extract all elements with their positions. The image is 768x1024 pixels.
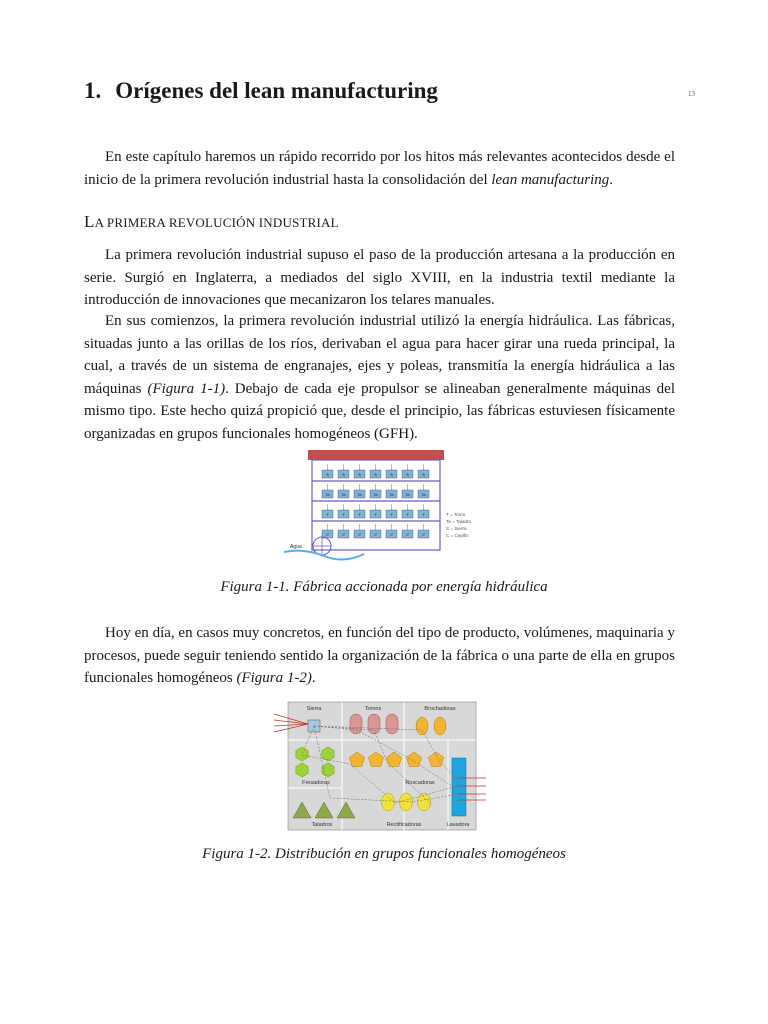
machine-label: Ta xyxy=(357,492,362,497)
machine-label: T xyxy=(390,512,393,517)
machine-label: C xyxy=(406,532,409,537)
figure-2-reference: (Figura 1-2) xyxy=(236,670,312,686)
machine-label: T xyxy=(358,512,361,517)
area-label-taladros: Taladros xyxy=(311,822,333,828)
machine-label: C xyxy=(390,532,393,537)
machine-label: S xyxy=(406,472,409,477)
machine-label: S xyxy=(358,472,361,477)
paragraph-2-text-b: . Debajo de cada eje propulsor se alineaban generalmente máquinas del mismo tipo. Este hecho quizá propició que, desde el principio, las fábricas estuviesen físicamente organizadas en grupos funcionales homogéneos (GFH). xyxy=(84,380,676,442)
machine-label: T xyxy=(422,512,425,517)
intro-paragraph xyxy=(84,146,675,191)
figure-1-caption: Figura 1-1. Fábrica accionada por energía hidráulica xyxy=(220,579,548,595)
paragraph-1: La primera revolución industrial supuso el paso de la producción artesana a la producción en serie. Surgió en Inglaterra, a mediados del siglo XVIII, en la industria textil mediante la introducción de innovaciones que mecanizaron los telares manuales. xyxy=(84,247,675,308)
machine-label: Ta xyxy=(325,492,330,497)
machine-label: Ta xyxy=(389,492,394,497)
machine-label: Ta xyxy=(341,492,346,497)
area-label-roscadoras: Roscadoras xyxy=(405,780,435,786)
paragraph-3 xyxy=(84,622,675,690)
machine-label: C xyxy=(326,532,329,537)
machine-label: S xyxy=(326,472,329,477)
page-number: 13 xyxy=(688,90,695,98)
machine-label: T xyxy=(326,512,329,517)
chapter-heading xyxy=(84,78,438,104)
water-stream xyxy=(284,551,364,560)
rectificadora-machine xyxy=(382,793,395,811)
paragraph-3-text-b: . xyxy=(311,670,316,686)
machine-label: C xyxy=(422,532,425,537)
brochadora-machine xyxy=(434,717,446,735)
figure-2-caption: Figura 1-2. Distribución en grupos funcionales homogéneos xyxy=(202,846,566,862)
chapter-title: Orígenes del lean manufacturing xyxy=(115,78,438,103)
torno-machine xyxy=(386,714,398,734)
machine-label: C xyxy=(358,532,361,537)
paragraph-2 xyxy=(84,310,675,445)
machine-label: S xyxy=(422,472,425,477)
chapter-number: 1. xyxy=(84,78,102,103)
area-label-brochadoras: Brochadoras xyxy=(424,706,456,712)
area-label-sierra: Sierra xyxy=(306,706,322,712)
machine-label: Ta xyxy=(373,492,378,497)
section-rest: A PRIMERA REVOLUCIÓN INDUSTRIAL xyxy=(94,215,339,230)
water-label: Agua xyxy=(290,544,302,550)
machine-label: C xyxy=(374,532,377,537)
machine-label: S xyxy=(390,472,393,477)
torno-machine xyxy=(368,714,380,734)
machine-label: S xyxy=(342,472,345,477)
section-heading xyxy=(84,212,339,232)
section-initial: L xyxy=(84,212,95,231)
brochadora-machine xyxy=(416,717,428,735)
machine-label: C xyxy=(342,532,345,537)
factory-roof xyxy=(308,450,444,460)
legend-item: C = Cepillo xyxy=(446,533,469,538)
legend-item: T = Torno xyxy=(446,512,466,517)
machine-label: T xyxy=(374,512,377,517)
paragraph-3-text-a: Hoy en día, en casos muy concretos, en función del tipo de producto, volúmenes, maquinaria y procesos, puede seguir teniendo sentido la organización de la fábrica o una parte de ella en grupos funcionales homogéneos xyxy=(84,625,675,686)
area-label-rectificadoras: Rectificadoras xyxy=(386,822,422,828)
area-label-lavadora: Lavadora xyxy=(446,822,470,828)
legend-item: Ta = Taladro xyxy=(446,519,472,524)
machine-label: T xyxy=(342,512,345,517)
machine-label: Ta xyxy=(421,492,426,497)
figure-1-legend xyxy=(446,512,472,538)
figure-1-diagram xyxy=(284,448,484,566)
legend-item: S = Sierra xyxy=(446,526,467,531)
machine-label: Ta xyxy=(405,492,410,497)
torno-machine xyxy=(350,714,362,734)
intro-end: . xyxy=(609,171,614,188)
area-label-fresadoras: Fresadoras xyxy=(302,780,330,786)
figure-2-diagram xyxy=(272,700,488,832)
paragraph-2-text-a: En sus comienzos, la primera revolución industrial utilizó la energía hidráulica. Las fábricas, situadas junto a las orillas de los ríos, derivaban el agua para hacer girar una rueda principal, la cual, a través de un sistema de engranajes, ejes y poleas, transmitía la energía hidráulica a las máquinas xyxy=(84,313,675,397)
machine-label: S xyxy=(374,472,377,477)
intro-emphasis: lean manufacturing xyxy=(491,171,610,188)
figure-1-reference: (Figura 1-1) xyxy=(147,380,226,397)
machine-label: T xyxy=(406,512,409,517)
area-label-tornos: Tornos xyxy=(364,706,382,712)
intro-text: En este capítulo haremos un rápido recorrido por los hitos más relevantes acontecidos desde el inicio de la primera revolución industrial hasta la consolidación del xyxy=(84,149,675,188)
